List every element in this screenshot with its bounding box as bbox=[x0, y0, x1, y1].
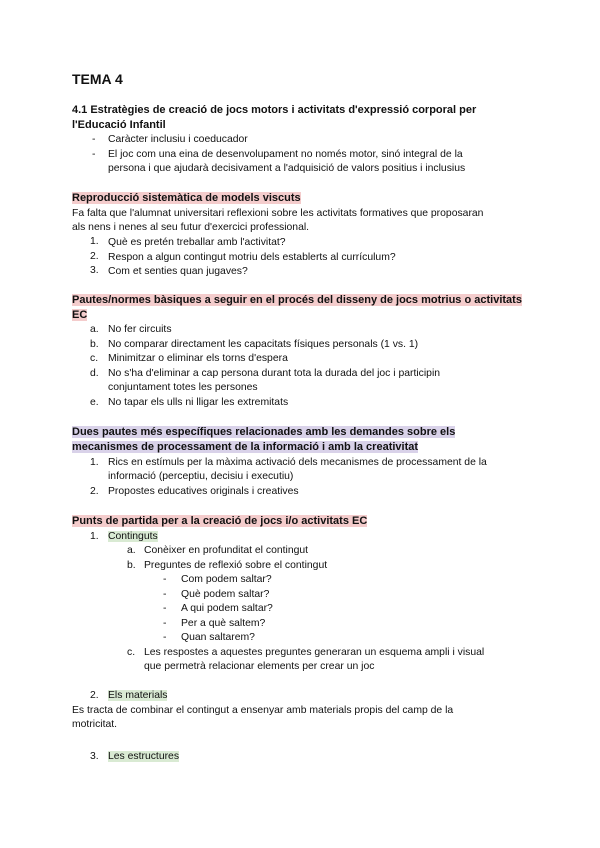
paragraph-line: Fa falta que l'alumnat universitari reflexioni sobre les activitats formatives que proposaran bbox=[72, 208, 484, 219]
paragraph-line: motricitat. bbox=[72, 719, 118, 730]
section-41-heading-line2: l'Educació Infantil bbox=[72, 119, 166, 131]
list-item: No s'ha d'eliminar a cap persona durant tota la durada del joc i participin bbox=[108, 368, 441, 379]
list-marker: a. bbox=[127, 545, 136, 556]
list-marker: 1. bbox=[90, 236, 99, 247]
punts-heading: Punts de partida per a la creació de jocs i/o activitats EC bbox=[72, 515, 368, 527]
question-item: Què podem saltar? bbox=[181, 589, 270, 600]
list-marker: 3. bbox=[90, 265, 99, 276]
pautes-heading-line2: EC bbox=[72, 309, 88, 321]
section-41-heading-line1: 4.1 Estratègies de creació de jocs motors i activitats d'expressió corporal per bbox=[72, 104, 477, 116]
page-title: TEMA 4 bbox=[72, 71, 123, 87]
estructures-label: Les estructures bbox=[108, 751, 180, 762]
dash-bullet: - bbox=[163, 632, 167, 643]
bullet-text: persona i que ajudarà decisivament a l'adquisició de valors positius i inclusius bbox=[108, 163, 466, 174]
reproduccio-heading: Reproducció sistemàtica de models viscuts bbox=[72, 192, 301, 204]
list-item: No tapar els ulls ni lligar les extremitats bbox=[108, 397, 289, 408]
list-item: Rics en estímuls per la màxima activació dels mecanismes de processament de la bbox=[108, 457, 487, 468]
dash-bullet: - bbox=[163, 574, 167, 585]
list-marker: c. bbox=[90, 353, 99, 364]
list-marker: 1. bbox=[90, 531, 99, 542]
list-item-continuation: informació (perceptiu, decisiu i executiu) bbox=[108, 471, 294, 482]
list-item: Conèixer en profunditat el contingut bbox=[144, 545, 309, 556]
bullet-text: El joc com una eina de desenvolupament no només motor, sinó integral de la bbox=[108, 149, 463, 160]
list-item: Minimitzar o eliminar els torns d'espera bbox=[108, 353, 288, 364]
list-item-continuation: conjuntament totes les persones bbox=[108, 382, 258, 393]
dues-pautes-heading-line2: mecanismes de processament de la informació i amb la creativitat bbox=[72, 441, 419, 453]
list-marker: 2. bbox=[90, 690, 99, 701]
list-marker: d. bbox=[90, 368, 99, 379]
dash-bullet: - bbox=[163, 618, 167, 629]
bullet-text: Caràcter inclusiu i coeducador bbox=[108, 134, 248, 145]
question-item: A qui podem saltar? bbox=[181, 603, 273, 614]
list-marker: a. bbox=[90, 324, 99, 335]
list-item: Respon a algun contingut motriu dels establerts al currículum? bbox=[108, 252, 396, 263]
dash-bullet: - bbox=[163, 603, 167, 614]
question-item: Com podem saltar? bbox=[181, 574, 272, 585]
continguts-label: Continguts bbox=[108, 531, 158, 542]
paragraph-line: als nens i nenes al seu futur d'exercici professional. bbox=[72, 222, 310, 233]
list-item: Propostes educatives originals i creatives bbox=[108, 486, 299, 497]
list-marker: 2. bbox=[90, 486, 99, 497]
list-marker: e. bbox=[90, 397, 99, 408]
list-marker: 2. bbox=[90, 251, 99, 262]
list-marker: b. bbox=[127, 560, 136, 571]
dash-bullet: - bbox=[92, 149, 96, 160]
dash-bullet: - bbox=[163, 589, 167, 600]
paragraph-line: Es tracta de combinar el contingut a ensenyar amb materials propis del camp de la bbox=[72, 705, 454, 716]
list-item: Què es pretén treballar amb l'activitat? bbox=[108, 237, 286, 248]
list-item: Preguntes de reflexió sobre el contingut bbox=[144, 560, 328, 571]
question-item: Quan saltarem? bbox=[181, 632, 255, 643]
list-item: No comparar directament les capacitats físiques personals (1 vs. 1) bbox=[108, 339, 419, 350]
question-item: Per a què saltem? bbox=[181, 618, 266, 629]
pautes-heading-line1: Pautes/normes bàsiques a seguir en el procés del disseny de jocs motrius o activitats bbox=[72, 294, 522, 306]
list-marker: b. bbox=[90, 339, 99, 350]
list-marker: c. bbox=[127, 647, 136, 658]
list-item: No fer circuits bbox=[108, 324, 172, 335]
dash-bullet: - bbox=[92, 134, 96, 145]
list-marker: 3. bbox=[90, 751, 99, 762]
list-item: Les respostes a aquestes preguntes generaran un esquema ampli i visual bbox=[144, 647, 485, 658]
list-marker: 1. bbox=[90, 457, 99, 468]
list-item: Com et senties quan jugaves? bbox=[108, 266, 248, 277]
list-item-continuation: que permetrà relacionar elements per crear un joc bbox=[144, 661, 375, 672]
dues-pautes-heading-line1: Dues pautes més específiques relacionades amb les demandes sobre els bbox=[72, 426, 456, 438]
materials-label: Els materials bbox=[108, 690, 168, 701]
